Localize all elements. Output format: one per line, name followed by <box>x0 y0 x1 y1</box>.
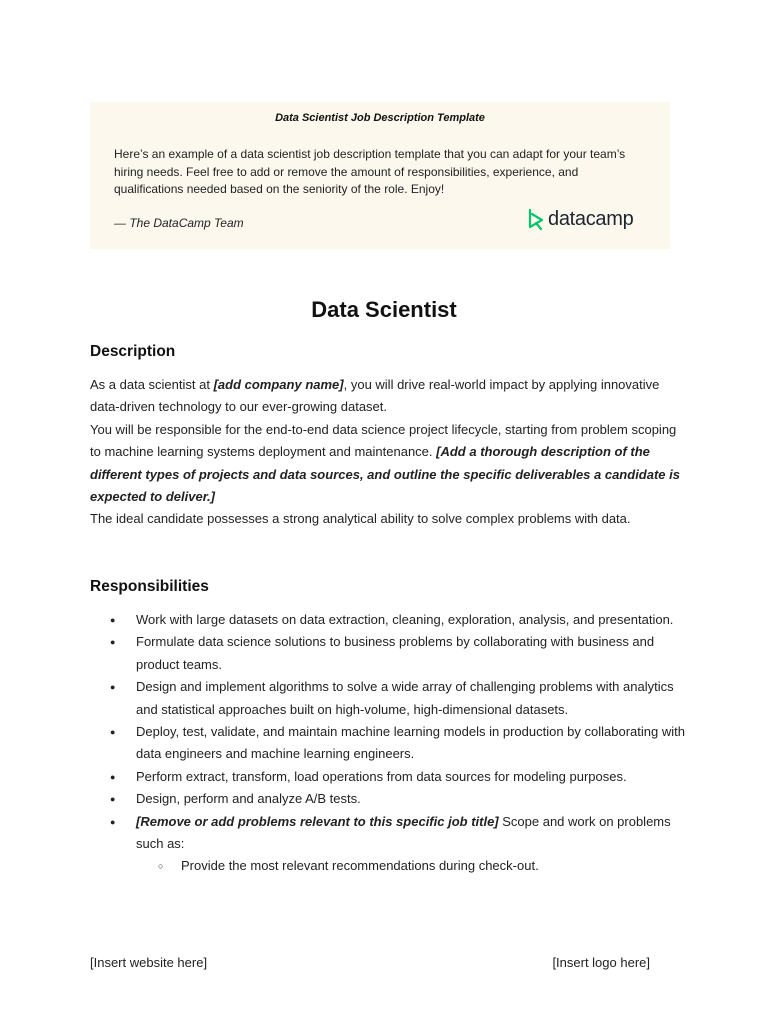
list-item: ● Work with large datasets on data extraction, cleaning, exploration, analysis, and presentation. <box>90 609 690 631</box>
placeholder-projects-description: [Add a thorough description of the different types of projects and data sources, and outline the specific deliverables a candidate is expected to deliver.] <box>90 444 680 505</box>
responsibilities-heading: Responsibilities <box>90 578 209 595</box>
logo-wordmark: datacamp <box>548 208 634 230</box>
datacamp-logo <box>528 208 633 231</box>
description-text: , you will drive real-world impact by applying innovative data-driven technology to our ever-growing dataset. <box>90 377 660 415</box>
list-item-text: Scope and work on problems such as: <box>136 813 671 852</box>
responsibilities-list <box>90 609 690 878</box>
description-heading: Description <box>90 343 176 360</box>
list-item <box>90 811 690 878</box>
datacamp-logo-icon <box>528 209 544 231</box>
sub-list <box>136 855 690 877</box>
list-item: ● Deploy, test, validate, and maintain machine learning models in production by collaborating with data engineers and machine learning engineers. <box>90 721 690 766</box>
banner-intro: Here’s an example of a data scientist job description template that you can adapt for your team’s hiring needs. Feel free to add or remove the amount of responsibilities, experience, and qualifications needed based on the seniority of the role. Enjoy! <box>114 147 626 196</box>
list-item: ● Perform extract, transform, load operations from data sources for modeling purposes. <box>90 766 690 788</box>
banner-signature: — The DataCamp Team <box>114 216 244 230</box>
placeholder-company-name: [add company name] <box>213 377 344 392</box>
page-title: Data Scientist <box>311 297 457 322</box>
banner-title: Data Scientist Job Description Template <box>275 112 485 124</box>
description-text: As a data scientist at <box>90 377 214 392</box>
description-paragraph-1 <box>90 374 680 419</box>
description-paragraph-3: The ideal candidate possesses a strong analytical ability to solve complex problems with data. <box>90 511 631 527</box>
sub-list-item: ○ Provide the most relevant recommendations during check-out. <box>136 855 690 877</box>
placeholder-problems: [Remove or add problems relevant to this specific job title] <box>136 813 499 829</box>
description-body <box>90 374 680 531</box>
footer-logo: [Insert logo here] <box>552 955 650 970</box>
template-banner <box>90 102 670 249</box>
description-paragraph-2 <box>90 419 680 509</box>
description-text: You will be responsible for the end-to-end data science project lifecycle, starting from problem scoping to machine learning systems deployment and maintenance. <box>90 421 677 460</box>
list-item: ● Design, perform and analyze A/B tests. <box>90 788 690 810</box>
list-item: ● Formulate data science solutions to business problems by collaborating with business and product teams. <box>90 631 690 676</box>
list-item: ● Design and implement algorithms to solve a wide array of challenging problems with analytics and statistical approaches built on high-volume, high-dimensional datasets. <box>90 676 690 721</box>
footer-website: [Insert website here] <box>90 955 208 970</box>
